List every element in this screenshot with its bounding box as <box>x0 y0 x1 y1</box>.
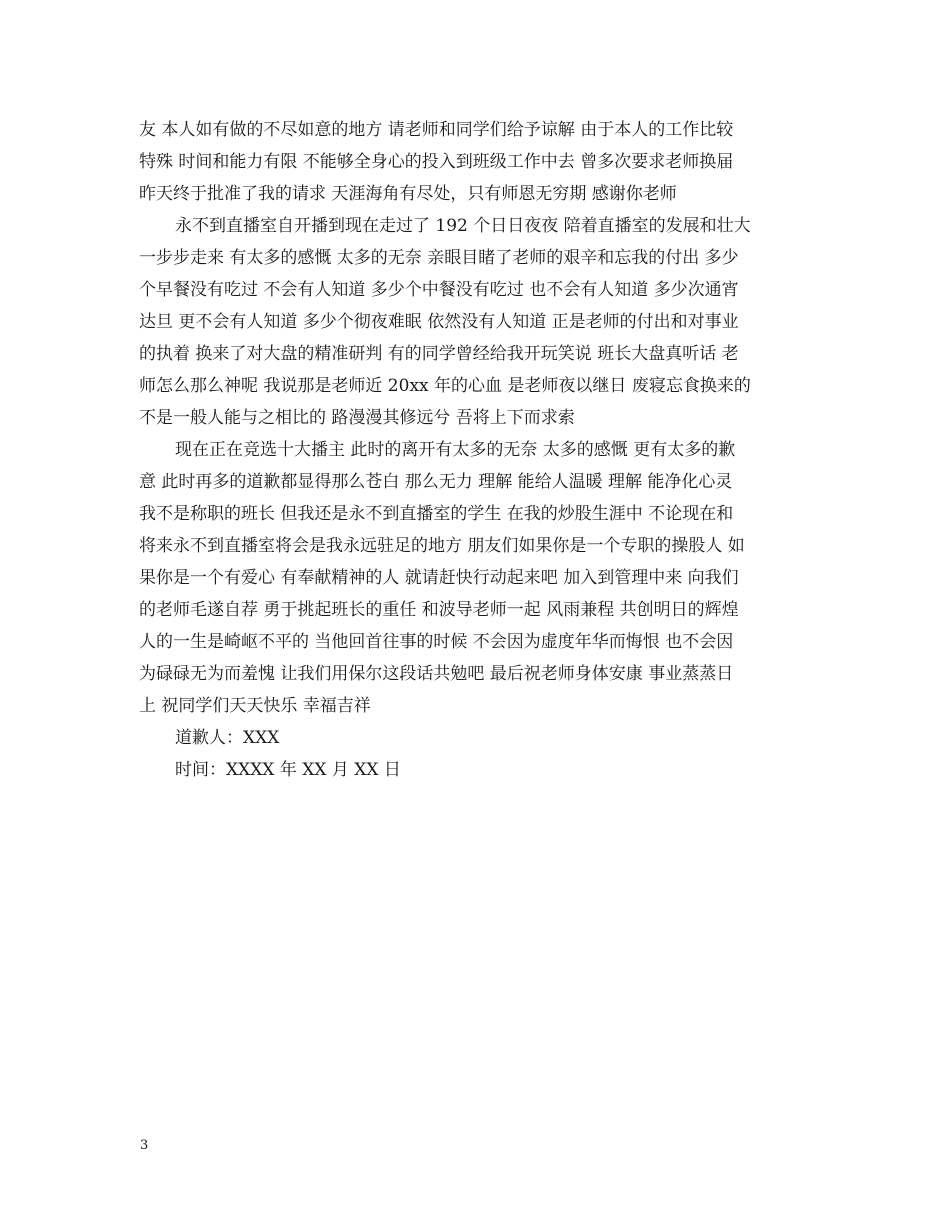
text-line: 人的一生是崎岖不平的 当他回首往事的时候 不会因为虚度年华而悔恨 也不会因 <box>139 632 734 652</box>
text-line: 师怎么那么神呢 我说那是老师近 20xx 年的心血 是老师夜以继日 废寝忘食换来的 <box>139 376 751 396</box>
text-line: 友 本人如有做的不尽如意的地方 请老师和同学们给予谅解 由于本人的工作比较 <box>139 120 734 140</box>
text-line: 不是一般人能与之相比的 路漫漫其修远兮 吾将上下而求索 <box>139 408 575 428</box>
text-line: 我不是称职的班长 但我还是永不到直播室的学生 在我的炒股生涯中 不论现在和 <box>139 504 734 524</box>
text-line: 昨天终于批准了我的请求 天涯海角有尽处，只有师恩无穷期 感谢你老师 <box>139 184 677 204</box>
text-line: 上 祝同学们天天快乐 幸福吉祥 <box>139 696 371 716</box>
text-line: 果你是一个有爱心 有奉献精神的人 就请赶快行动起来吧 加入到管理中来 向我们 <box>139 568 739 588</box>
paragraph-start-line: 现在正在竞选十大播主 此时的离开有太多的无奈 太多的感慨 更有太多的歉 <box>175 440 736 460</box>
text-line: 为碌碌无为而羞愧 让我们用保尔这段话共勉吧 最后祝老师身体安康 事业蒸蒸日 <box>139 664 734 684</box>
letter-body <box>139 114 815 786</box>
text-line: 将来永不到直播室将会是我永远驻足的地方 朋友们如果你是一个专职的操股人 如 <box>139 536 745 556</box>
text-line: 的老师毛遂自荐 勇于挑起班长的重任 和波导老师一起 风雨兼程 共创明日的辉煌 <box>139 600 739 620</box>
text-line: 意 此时再多的道歉都显得那么苍白 那么无力 理解 能给人温暖 理解 能净化心灵 <box>139 472 733 492</box>
text-line: 一步步走来 有太多的感慨 太多的无奈 亲眼目睹了老师的艰辛和忘我的付出 多少 <box>139 248 739 268</box>
page-number: 3 <box>140 1138 149 1153</box>
text-line: 个早餐没有吃过 不会有人知道 多少个中餐没有吃过 也不会有人知道 多少次通宵 <box>139 280 739 300</box>
date-line: 时间：XXXX 年 XX 月 XX 日 <box>175 760 401 780</box>
signature-line: 道歉人：XXX <box>175 728 280 748</box>
text-line: 达旦 更不会有人知道 多少个彻夜难眠 依然没有人知道 正是老师的付出和对事业 <box>139 312 739 332</box>
text-line: 的执着 换来了对大盘的精准研判 有的同学曾经给我开玩笑说 班长大盘真听话 老 <box>139 344 739 364</box>
paragraph-start-line: 永不到直播室自开播到现在走过了 192 个日日夜夜 陪着直播室的发展和壮大 <box>175 216 751 236</box>
text-line: 特殊 时间和能力有限 不能够全身心的投入到班级工作中去 曾多次要求老师换届 <box>139 152 734 172</box>
